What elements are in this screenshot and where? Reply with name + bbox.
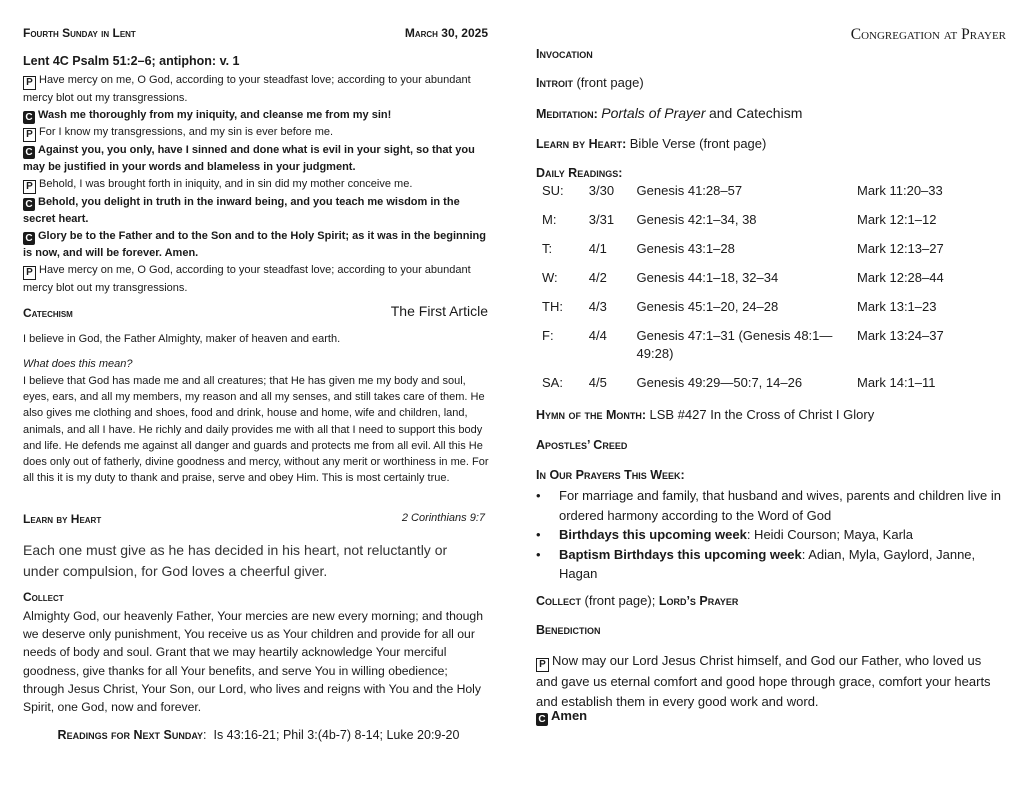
congregation-marker-icon: C bbox=[23, 198, 35, 211]
reading-nt: Mark 12:1–12 bbox=[856, 212, 937, 227]
reading-day: M: bbox=[542, 212, 557, 227]
meditation-line bbox=[536, 105, 802, 121]
introit-label: Introit bbox=[536, 76, 573, 90]
collect-prayer: Almighty God, our heavenly Father, Your mercies are new every morning; and though we deserve only punishment, You receive us as Your children and provide for all our needs of body and soul. Grant that we may heartily acknowledge Your merciful goodness, give thanks for all Your benefits, and serve You in willing obedience; through Jesus Christ, Your Son, our Lord, who lives and reigns with You and the Holy Spirit, one God, now and forever. bbox=[23, 609, 483, 715]
reading-ot: Genesis 43:1–28 bbox=[636, 241, 735, 256]
prayer-item-label: Baptism Birthdays this upcoming week bbox=[559, 546, 802, 562]
catechism-answer: I believe that God has made me and all creatures; that He has given me my body and soul, eyes, ears, and all my members, my reason and all my senses, and still takes care of them. He also gives me clothing and shoes, food and drink, house and home, wife and children, land, animals, and all I have. He richly and daily provides me with all that I need to support this body and life. He defends me against all danger and guards and protects me from all evil. All this He does only out of fatherly, divine goodness and mercy, without any merit or worthiness in me. For all this it is my duty to thank and praise, serve and obey Him. This is most certainly true. bbox=[23, 375, 489, 485]
reading-day: W: bbox=[542, 270, 558, 285]
reading-row bbox=[536, 211, 1006, 240]
service-date: March 30, 2025 bbox=[404, 26, 488, 40]
readings-next-sunday: Readings for Next Sunday: Is 43:16-21; Phil 3:(4b-7) 8-14; Luke 20:9-20 bbox=[57, 728, 460, 742]
psalm-line bbox=[23, 176, 488, 194]
benediction-text-block bbox=[536, 651, 1006, 711]
meditation-book: Portals of Prayer bbox=[601, 105, 706, 121]
service-title: Fourth Sunday in Lent bbox=[23, 26, 136, 40]
hymn-line bbox=[536, 407, 874, 422]
creed-heading: Apostles’ Creed bbox=[536, 438, 628, 452]
psalm-line bbox=[23, 124, 488, 142]
pastor-marker-icon: P bbox=[23, 128, 36, 142]
prayer-list bbox=[536, 486, 1006, 584]
daily-readings-heading: Daily Readings: bbox=[536, 166, 623, 180]
amen-text: Amen bbox=[551, 708, 588, 723]
prayer-item-text: : Heidi Courson; Maya, Karla bbox=[746, 527, 914, 542]
reading-date: 4/4 bbox=[588, 328, 607, 343]
reading-row bbox=[536, 374, 1006, 403]
psalm-responsive-reading bbox=[23, 72, 488, 297]
psalm-line bbox=[23, 262, 488, 297]
psalm-line-text: Against you, you only, have I sinned and done what is evil in your sight, so that you may be justified in your words and blameless in your judgment. bbox=[23, 144, 475, 173]
amen-response bbox=[536, 708, 587, 726]
reading-nt: Mark 14:1–11 bbox=[856, 375, 936, 390]
psalm-line bbox=[23, 142, 488, 176]
hymn-label: Hymn of the Month: bbox=[536, 408, 647, 422]
lbh-label: Learn by Heart: bbox=[536, 137, 627, 151]
lbh-value: Bible Verse (front page) bbox=[629, 136, 767, 151]
reading-nt: Mark 13:24–37 bbox=[856, 328, 944, 343]
reading-date: 3/30 bbox=[588, 183, 615, 198]
learn-by-heart-line bbox=[536, 136, 766, 151]
meditation-rest: and Catechism bbox=[708, 105, 803, 121]
reading-date: 4/3 bbox=[588, 299, 607, 314]
pastor-marker-icon: P bbox=[23, 180, 36, 194]
pastor-marker-icon: P bbox=[536, 658, 549, 672]
reading-day: TH: bbox=[542, 299, 563, 314]
reading-day: T: bbox=[542, 241, 553, 256]
reading-ot: Genesis 45:1–20, 24–28 bbox=[636, 299, 779, 314]
psalm-line-text: Have mercy on me, O God, according to your steadfast love; according to your abundant mercy blot out my transgressions. bbox=[23, 74, 471, 104]
psalm-line bbox=[23, 228, 488, 262]
psalm-line-text: Behold, you delight in truth in the inward being, and you teach me wisdom in the secret heart. bbox=[23, 196, 460, 225]
pastor-marker-icon: P bbox=[23, 76, 36, 90]
prayer-item bbox=[536, 525, 1006, 545]
memory-verse: Each one must give as he has decided in his heart, not reluctantly or under compulsion, for God loves a cheerful giver. bbox=[23, 542, 448, 579]
daily-readings-table bbox=[536, 182, 1006, 403]
reading-row bbox=[536, 240, 1006, 269]
readings-next-value: Is 43:16-21; Phil 3:(4b-7) 8-14; Luke 20:9-20 bbox=[213, 728, 460, 742]
psalm-line bbox=[23, 107, 488, 124]
reading-row bbox=[536, 327, 1006, 374]
catechism-question: What does this mean? bbox=[23, 358, 133, 370]
readings-next-label: Readings for Next Sunday bbox=[57, 728, 204, 742]
prayer-item-text: For marriage and family, that husband and wives, parents and children live in ordered harmony according to the Word of God bbox=[559, 488, 1001, 523]
collect-line bbox=[536, 593, 738, 608]
catechism-heading-row bbox=[23, 303, 488, 321]
prayers-heading: In Our Prayers This Week: bbox=[536, 468, 685, 482]
reading-day: SA: bbox=[542, 375, 563, 390]
reading-date: 3/31 bbox=[588, 212, 615, 227]
prayer-item-text: : Adian, Myla, Gaylord, Janne, Hagan bbox=[559, 546, 976, 581]
reading-date: 4/2 bbox=[588, 270, 607, 285]
reading-ot: Genesis 44:1–18, 32–34 bbox=[636, 270, 779, 285]
introit-note: (front page) bbox=[576, 75, 644, 90]
pastor-marker-icon: P bbox=[23, 266, 36, 280]
learn-by-heart-heading: Learn by Heart bbox=[23, 512, 102, 526]
learn-by-heart-heading-row bbox=[23, 512, 485, 528]
congregation-marker-icon: C bbox=[536, 713, 548, 726]
reading-ot: Genesis 41:28–57 bbox=[636, 183, 743, 198]
prayer-item bbox=[536, 486, 1006, 525]
benediction-text: Now may our Lord Jesus Christ himself, and God our Father, who loved us and gave us eternal comfort and good hope through grace, comfort your hearts and establish them in every good work and word. bbox=[536, 653, 991, 709]
introit-line bbox=[536, 75, 644, 90]
meditation-label: Meditation: bbox=[536, 107, 598, 121]
reading-row bbox=[536, 182, 1006, 211]
congregation-title: Congregation at Prayer bbox=[850, 26, 1006, 43]
reading-day: F: bbox=[542, 328, 554, 343]
hymn-value: LSB #427 In the Cross of Christ I Glory bbox=[649, 407, 875, 422]
catechism-creed-text: I believe in God, the Father Almighty, maker of heaven and earth. bbox=[23, 333, 341, 345]
congregation-marker-icon: C bbox=[23, 111, 35, 124]
catechism-article: The First Article bbox=[390, 303, 488, 319]
reading-nt: Mark 12:28–44 bbox=[856, 270, 944, 285]
invocation-heading: Invocation bbox=[536, 47, 593, 61]
reading-ot: Genesis 49:29—50:7, 14–26 bbox=[636, 375, 803, 390]
reading-nt: Mark 11:20–33 bbox=[856, 183, 943, 198]
reading-row bbox=[536, 269, 1006, 298]
reading-row bbox=[536, 298, 1006, 327]
psalm-title: Lent 4C Psalm 51:2–6; antiphon: v. 1 bbox=[23, 54, 240, 68]
benediction-heading: Benediction bbox=[536, 623, 601, 637]
prayer-item bbox=[536, 545, 1006, 584]
psalm-line-text: For I know my transgressions, and my sin is ever before me. bbox=[39, 126, 334, 138]
lords-prayer-label: Lord’s Prayer bbox=[658, 594, 739, 608]
page-header bbox=[23, 26, 488, 42]
prayer-item-label: Birthdays this upcoming week bbox=[559, 527, 747, 542]
collect-heading: Collect bbox=[23, 590, 64, 604]
reading-ot: Genesis 47:1–31 (Genesis 48:1—49:28) bbox=[636, 328, 833, 361]
psalm-line bbox=[23, 72, 488, 107]
psalm-line-text: Have mercy on me, O God, according to your steadfast love; according to your abundant mercy blot out my transgressions. bbox=[23, 264, 471, 294]
reading-day: SU: bbox=[542, 183, 564, 198]
reading-nt: Mark 13:1–23 bbox=[856, 299, 937, 314]
reading-date: 4/5 bbox=[588, 375, 607, 390]
reading-nt: Mark 12:13–27 bbox=[856, 241, 944, 256]
psalm-line bbox=[23, 194, 488, 228]
collect-note: (front page); bbox=[584, 593, 656, 608]
psalm-line-text: Wash me thoroughly from my iniquity, and cleanse me from my sin! bbox=[38, 109, 392, 121]
learn-by-heart-reference: 2 Corinthians 9:7 bbox=[401, 512, 485, 524]
collect-label: Collect bbox=[536, 594, 582, 608]
psalm-line-text: Behold, I was brought forth in iniquity, and in sin did my mother conceive me. bbox=[39, 178, 413, 190]
reading-date: 4/1 bbox=[588, 241, 607, 256]
congregation-marker-icon: C bbox=[23, 232, 35, 245]
catechism-heading: Catechism bbox=[23, 306, 73, 320]
congregation-marker-icon: C bbox=[23, 146, 35, 159]
reading-ot: Genesis 42:1–34, 38 bbox=[636, 212, 757, 227]
psalm-line-text: Glory be to the Father and to the Son and to the Holy Spirit; as it was in the beginning is now, and will be forever. Amen. bbox=[23, 230, 486, 259]
